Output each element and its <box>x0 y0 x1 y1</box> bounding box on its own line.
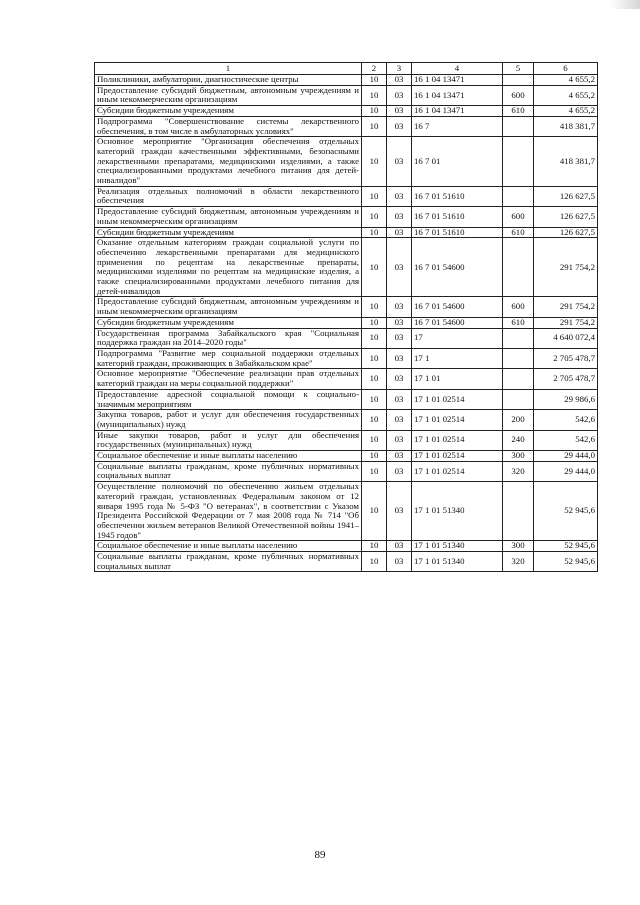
cell-expense-type <box>503 116 534 136</box>
cell-name: Поликлиники, амбулатории, диагностические центры <box>95 75 362 86</box>
cell-section: 10 <box>362 106 387 117</box>
cell-name: Предоставление адресной социальной помощи к социально-значимым мероприятиям <box>95 389 362 409</box>
cell-expense-type: 610 <box>503 317 534 328</box>
cell-target-code: 16 7 01 51610 <box>412 207 503 227</box>
header-col-2: 2 <box>362 63 387 75</box>
cell-expense-type: 320 <box>503 552 534 572</box>
cell-expense-type <box>503 369 534 389</box>
cell-section: 10 <box>362 389 387 409</box>
table-row <box>95 482 598 541</box>
cell-expense-type: 240 <box>503 430 534 450</box>
cell-target-code: 16 1 04 13471 <box>412 106 503 117</box>
cell-target-code: 16 7 01 54600 <box>412 317 503 328</box>
table-row <box>95 116 598 136</box>
cell-section: 10 <box>362 85 387 105</box>
cell-expense-type: 200 <box>503 410 534 430</box>
cell-name: Подпрограмма "Развитие мер социальной поддержки отдельных категорий граждан, проживающих в Забайкальском крае" <box>95 348 362 368</box>
cell-amount: 29 986,6 <box>534 389 598 409</box>
cell-name: Реализация отдельных полномочий в области лекарственного обеспечения <box>95 186 362 206</box>
cell-subsection: 03 <box>387 317 412 328</box>
cell-section: 10 <box>362 328 387 348</box>
cell-name: Закупка товаров, работ и услуг для обеспечения государственных (муниципальных) нужд <box>95 410 362 430</box>
cell-amount: 4 640 072,4 <box>534 328 598 348</box>
table-row <box>95 186 598 206</box>
table-row <box>95 227 598 238</box>
header-col-4: 4 <box>412 63 503 75</box>
cell-section: 10 <box>362 552 387 572</box>
cell-target-code: 16 7 01 51610 <box>412 186 503 206</box>
cell-target-code: 17 1 01 02514 <box>412 410 503 430</box>
cell-target-code: 17 1 <box>412 348 503 368</box>
cell-section: 10 <box>362 461 387 481</box>
cell-amount: 4 655,2 <box>534 85 598 105</box>
cell-subsection: 03 <box>387 482 412 541</box>
cell-expense-type: 600 <box>503 207 534 227</box>
cell-expense-type <box>503 482 534 541</box>
cell-expense-type <box>503 348 534 368</box>
table-row <box>95 451 598 462</box>
table-row <box>95 552 598 572</box>
table-row <box>95 541 598 552</box>
cell-name: Основное мероприятие "Организация обеспечения отдельных категорий граждан качественными эффективными, безопасными лекарственными препаратами, медицинскими изделиями, а также специализированными продуктами лечебного питания для детей-инвалидов" <box>95 137 362 187</box>
cell-target-code: 16 7 01 51610 <box>412 227 503 238</box>
cell-amount: 29 444,0 <box>534 461 598 481</box>
cell-expense-type <box>503 186 534 206</box>
cell-amount: 291 754,2 <box>534 297 598 317</box>
cell-section: 10 <box>362 369 387 389</box>
table-row <box>95 75 598 86</box>
cell-target-code: 16 7 01 54600 <box>412 297 503 317</box>
cell-section: 10 <box>362 430 387 450</box>
cell-subsection: 03 <box>387 106 412 117</box>
table-row <box>95 369 598 389</box>
cell-subsection: 03 <box>387 186 412 206</box>
cell-amount: 4 655,2 <box>534 106 598 117</box>
header-col-1: 1 <box>95 63 362 75</box>
cell-section: 10 <box>362 348 387 368</box>
cell-section: 10 <box>362 238 387 297</box>
cell-subsection: 03 <box>387 116 412 136</box>
cell-subsection: 03 <box>387 541 412 552</box>
cell-expense-type: 600 <box>503 85 534 105</box>
cell-subsection: 03 <box>387 461 412 481</box>
cell-amount: 542,6 <box>534 410 598 430</box>
table-row <box>95 410 598 430</box>
cell-target-code: 17 1 01 <box>412 369 503 389</box>
cell-name: Основное мероприятие "Обеспечение реализации прав отдельных категорий граждан на меры социальной поддержки" <box>95 369 362 389</box>
cell-subsection: 03 <box>387 451 412 462</box>
cell-name: Предоставление субсидий бюджетным, автономным учреждениям и иным некоммерческим организациям <box>95 297 362 317</box>
table-row <box>95 430 598 450</box>
cell-section: 10 <box>362 207 387 227</box>
scan-shadow <box>610 0 640 9</box>
table-header-row <box>95 63 598 75</box>
cell-name: Подпрограмма "Совершенствование системы лекарственного обеспечения, в том числе в амбулаторных условиях" <box>95 116 362 136</box>
cell-name: Субсидии бюджетным учреждениям <box>95 106 362 117</box>
cell-amount: 52 945,6 <box>534 552 598 572</box>
page-number: 89 <box>314 849 326 861</box>
cell-expense-type <box>503 238 534 297</box>
cell-expense-type: 610 <box>503 227 534 238</box>
cell-subsection: 03 <box>387 85 412 105</box>
cell-section: 10 <box>362 451 387 462</box>
cell-subsection: 03 <box>387 207 412 227</box>
cell-section: 10 <box>362 186 387 206</box>
cell-subsection: 03 <box>387 328 412 348</box>
cell-name: Иные закупки товаров, работ и услуг для обеспечения государственных (муниципальных) нужд <box>95 430 362 450</box>
cell-name: Осуществление полномочий по обеспечению жильем отдельных категорий граждан, установленных Федеральным законом от 12 января 1995 года № 5-ФЗ "О ветеранах", в соответствии с Указом Президента Российской Федерации от 7 мая 2008 года № 714 "Об обеспечении жильем ветеранов Великой Отечественной войны 1941–1945 годов" <box>95 482 362 541</box>
cell-name: Субсидии бюджетным учреждениям <box>95 317 362 328</box>
cell-amount: 52 945,6 <box>534 541 598 552</box>
cell-amount: 542,6 <box>534 430 598 450</box>
cell-name: Государственная программа Забайкальского края "Социальная поддержка граждан на 2014–2020 годы" <box>95 328 362 348</box>
cell-target-code: 16 7 <box>412 116 503 136</box>
budget-table <box>94 62 598 572</box>
cell-target-code: 17 1 01 02514 <box>412 389 503 409</box>
cell-amount: 2 705 478,7 <box>534 348 598 368</box>
cell-name: Предоставление субсидий бюджетным, автономным учреждениям и иным некоммерческим организациям <box>95 85 362 105</box>
cell-amount: 29 444,0 <box>534 451 598 462</box>
table-row <box>95 389 598 409</box>
cell-target-code: 16 1 04 13471 <box>412 85 503 105</box>
cell-section: 10 <box>362 541 387 552</box>
cell-subsection: 03 <box>387 75 412 86</box>
cell-expense-type <box>503 389 534 409</box>
cell-expense-type: 320 <box>503 461 534 481</box>
header-col-6: 6 <box>534 63 598 75</box>
cell-expense-type: 610 <box>503 106 534 117</box>
cell-subsection: 03 <box>387 410 412 430</box>
table-row <box>95 207 598 227</box>
cell-subsection: 03 <box>387 430 412 450</box>
cell-subsection: 03 <box>387 389 412 409</box>
table-row <box>95 238 598 297</box>
cell-amount: 126 627,5 <box>534 186 598 206</box>
header-col-5: 5 <box>503 63 534 75</box>
cell-subsection: 03 <box>387 137 412 187</box>
table-row <box>95 461 598 481</box>
cell-name: Оказание отдельным категориям граждан социальной услуги по обеспечению лекарственными препаратами для медицинского применения по рецептам на лекарственные препараты, медицинскими изделиями по рецептам на медицинские изделия, а также специализированными продуктами лечебного питания для детей-инвалидов <box>95 238 362 297</box>
cell-name: Социальные выплаты гражданам, кроме публичных нормативных социальных выплат <box>95 461 362 481</box>
cell-amount: 4 655,2 <box>534 75 598 86</box>
cell-target-code: 17 1 01 51340 <box>412 482 503 541</box>
cell-amount: 291 754,2 <box>534 238 598 297</box>
cell-expense-type: 600 <box>503 297 534 317</box>
cell-section: 10 <box>362 410 387 430</box>
cell-name: Предоставление субсидий бюджетным, автономным учреждениям и иным некоммерческим организациям <box>95 207 362 227</box>
cell-section: 10 <box>362 116 387 136</box>
header-col-3: 3 <box>387 63 412 75</box>
cell-target-code: 17 1 01 51340 <box>412 541 503 552</box>
cell-target-code: 17 1 01 02514 <box>412 430 503 450</box>
cell-name: Субсидии бюджетным учреждениям <box>95 227 362 238</box>
cell-subsection: 03 <box>387 297 412 317</box>
table-row <box>95 348 598 368</box>
cell-subsection: 03 <box>387 552 412 572</box>
cell-section: 10 <box>362 137 387 187</box>
table-row <box>95 328 598 348</box>
cell-expense-type: 300 <box>503 451 534 462</box>
cell-target-code: 17 <box>412 328 503 348</box>
cell-target-code: 16 7 01 54600 <box>412 238 503 297</box>
cell-section: 10 <box>362 297 387 317</box>
cell-target-code: 17 1 01 02514 <box>412 461 503 481</box>
cell-name: Социальное обеспечение и иные выплаты населению <box>95 541 362 552</box>
cell-section: 10 <box>362 317 387 328</box>
cell-name: Социальные выплаты гражданам, кроме публичных нормативных социальных выплат <box>95 552 362 572</box>
table-row <box>95 106 598 117</box>
cell-expense-type <box>503 75 534 86</box>
cell-amount: 291 754,2 <box>534 317 598 328</box>
cell-amount: 126 627,5 <box>534 227 598 238</box>
cell-subsection: 03 <box>387 369 412 389</box>
cell-target-code: 16 7 01 <box>412 137 503 187</box>
cell-section: 10 <box>362 482 387 541</box>
table-row <box>95 137 598 187</box>
cell-subsection: 03 <box>387 238 412 297</box>
cell-section: 10 <box>362 227 387 238</box>
cell-expense-type <box>503 328 534 348</box>
table-row <box>95 85 598 105</box>
table-body <box>95 75 598 572</box>
table-row <box>95 317 598 328</box>
cell-amount: 2 705 478,7 <box>534 369 598 389</box>
cell-target-code: 16 1 04 13471 <box>412 75 503 86</box>
cell-subsection: 03 <box>387 227 412 238</box>
cell-target-code: 17 1 01 51340 <box>412 552 503 572</box>
cell-expense-type: 300 <box>503 541 534 552</box>
cell-amount: 52 945,6 <box>534 482 598 541</box>
cell-expense-type <box>503 137 534 187</box>
cell-section: 10 <box>362 75 387 86</box>
cell-amount: 418 381,7 <box>534 137 598 187</box>
cell-name: Социальное обеспечение и иные выплаты населению <box>95 451 362 462</box>
cell-amount: 126 627,5 <box>534 207 598 227</box>
cell-subsection: 03 <box>387 348 412 368</box>
cell-amount: 418 381,7 <box>534 116 598 136</box>
table-row <box>95 297 598 317</box>
cell-target-code: 17 1 01 02514 <box>412 451 503 462</box>
